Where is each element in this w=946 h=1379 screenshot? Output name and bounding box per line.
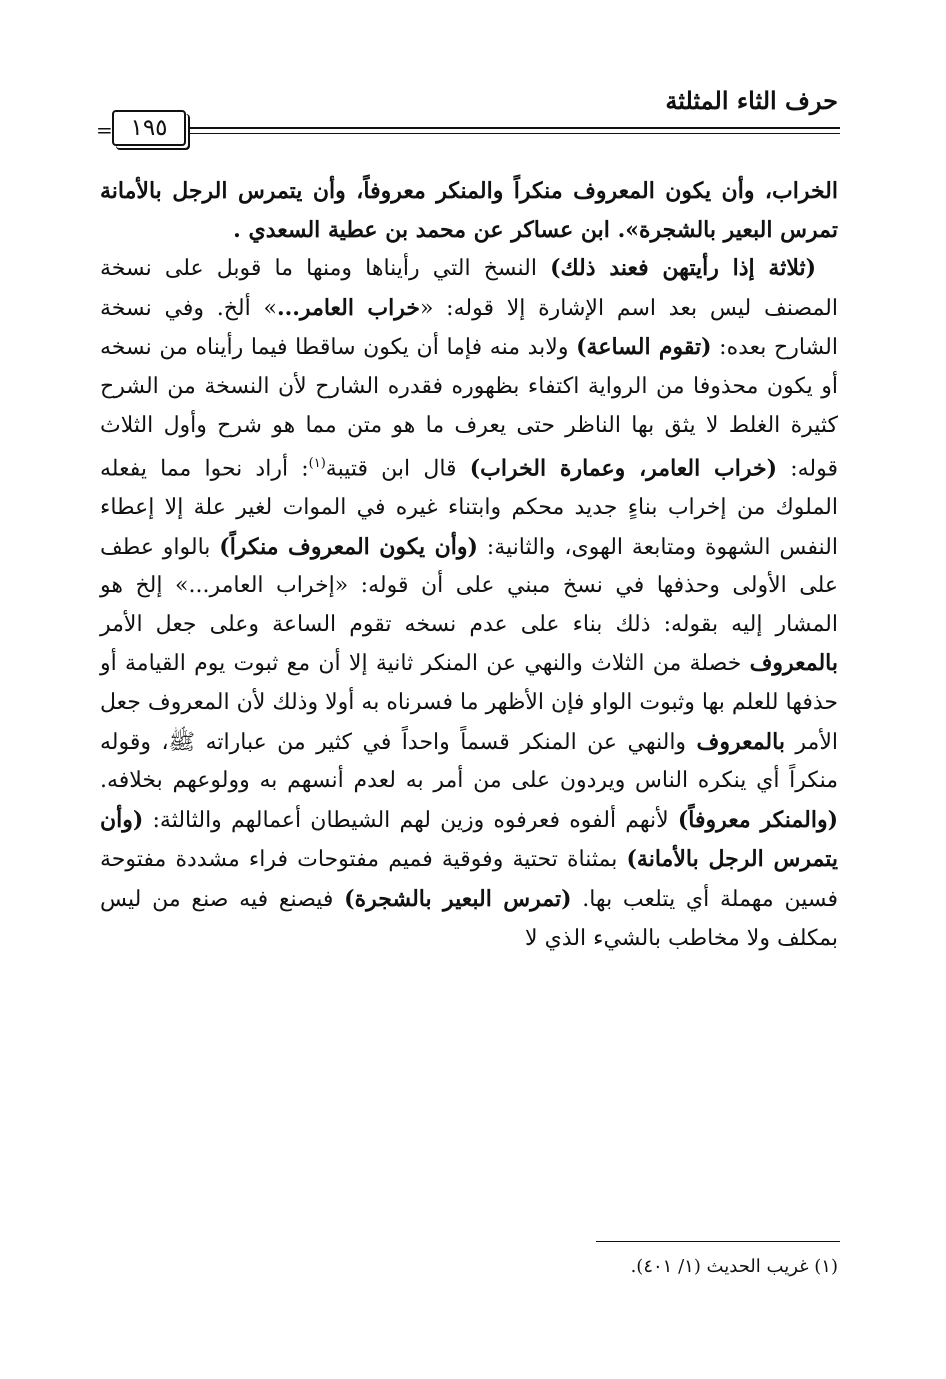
page-marker: = <box>96 118 113 142</box>
footnote-separator <box>596 1241 840 1242</box>
footnote-reference: (١) <box>308 456 326 472</box>
commentary-text: خصلة من الثلاث والنهي عن المنكر ثانية إلا أن مع ثبوت يوم القيامة أو حذفها للعلم بها وثبوت الواو فإن الأظهر ما فسرناه به أولا وذلك لأن المعروف جعل الأمر <box>100 651 838 755</box>
matn-quote: (ثلاثة إذا رأيتهن فعند ذلك) <box>550 255 816 282</box>
matn-quote: (تقوم الساعة) <box>576 334 712 361</box>
matn-quote: بالمعروف <box>749 650 838 677</box>
commentary-text: فيصنع فيه صنع من ليس بمكلف ولا مخاطب بالشيء الذي لا <box>100 887 838 951</box>
commentary-text: : أراد نحوا مما يفعله الملوك من إخراب بناءٍ جديد محكم وابتناء غيره في الموات لغير علة إلا إعطاء النفس الشهوة ومتابعة الهوى، والثانية: <box>100 456 838 560</box>
paragraph-1-line-2: بالأمانة تمرس البعير بالشجرة». ابن عساكر عن محمد بن عطية السعدي . <box>100 178 838 243</box>
matn-quote: (وأن يتمرس الرجل بالأمانة) <box>100 806 838 873</box>
commentary-text: بالواو عطف على الأولى وحذفها في نسخ مبني على أن قوله: «إخراب العامر...» إلخ هو المشار إليه بقوله: ذلك بناء على عدم نسخه تقوم الساعة وعلى جعل الأمر <box>100 534 838 637</box>
commentary-text: والنهي عن المنكر قسماً واحداً في كثير من عباراته ﷺ، وقوله منكراً أي ينكره الناس ويردون على من أمر به لعدم أنسهم به وولوعهم بخلافه. <box>100 729 838 794</box>
matn-quote: (تمرس البعير بالشجرة) <box>344 886 572 913</box>
matn-quote: (خراب العامر، وعمارة الخراب) <box>469 455 778 482</box>
paragraph-1 <box>100 172 838 249</box>
footnote: (١) غريب الحديث (١/ ٤٠١). <box>630 1256 838 1277</box>
commentary-text: ولابد منه فإما أن يكون ساقطا فيما رأيناه من نسخه أو يكون محذوفا من الرواية اكتفاء بظهوره فقدره الشارح لأن النسخة من الشرح كثيرة الغلط لا يثق بها الناظر حتى يعرف ما هو متن مما هو شرح وأول الثلاث قوله: <box>100 335 838 482</box>
commentary-text: النسخ التي رأيناها ومنها ما قوبل على نسخة المصنف ليس بعد اسم الإشارة إلا قوله: « <box>100 256 838 321</box>
paragraph-1-line-1: الخراب، وأن يكون المعروف منكراً والمنكر معروفاً، وأن يتمرس الرجل <box>172 178 838 204</box>
header-double-rule <box>188 127 840 137</box>
commentary-text: قال ابن قتيبة <box>325 456 470 482</box>
commentary-text: » ألخ. وفي نسخة الشارح بعده: <box>100 295 838 361</box>
matn-quote: بالمعروف <box>696 728 785 755</box>
commentary-text: بمثناة تحتية وفوقية فميم مفتوحات فراء مشددة مفتوحة فسين مهملة أي يتلعب بها. <box>100 847 838 913</box>
chapter-title: حرف الثاء المثلثة <box>665 86 838 115</box>
paragraph-2 <box>100 249 838 958</box>
matn-quote: خراب العامر... <box>276 294 420 321</box>
commentary-text: لأنهم ألفوه فعرفوه وزين لهم الشيطان أعمالهم والثالثة: <box>143 807 678 833</box>
page-number-box <box>96 108 188 148</box>
page-number: ١٩٥ <box>130 115 168 141</box>
matn-quote: (وأن يكون المعروف منكراً) <box>219 533 478 560</box>
matn-quote: (والمنكر معروفاً) <box>677 806 838 833</box>
body-text <box>100 172 838 958</box>
